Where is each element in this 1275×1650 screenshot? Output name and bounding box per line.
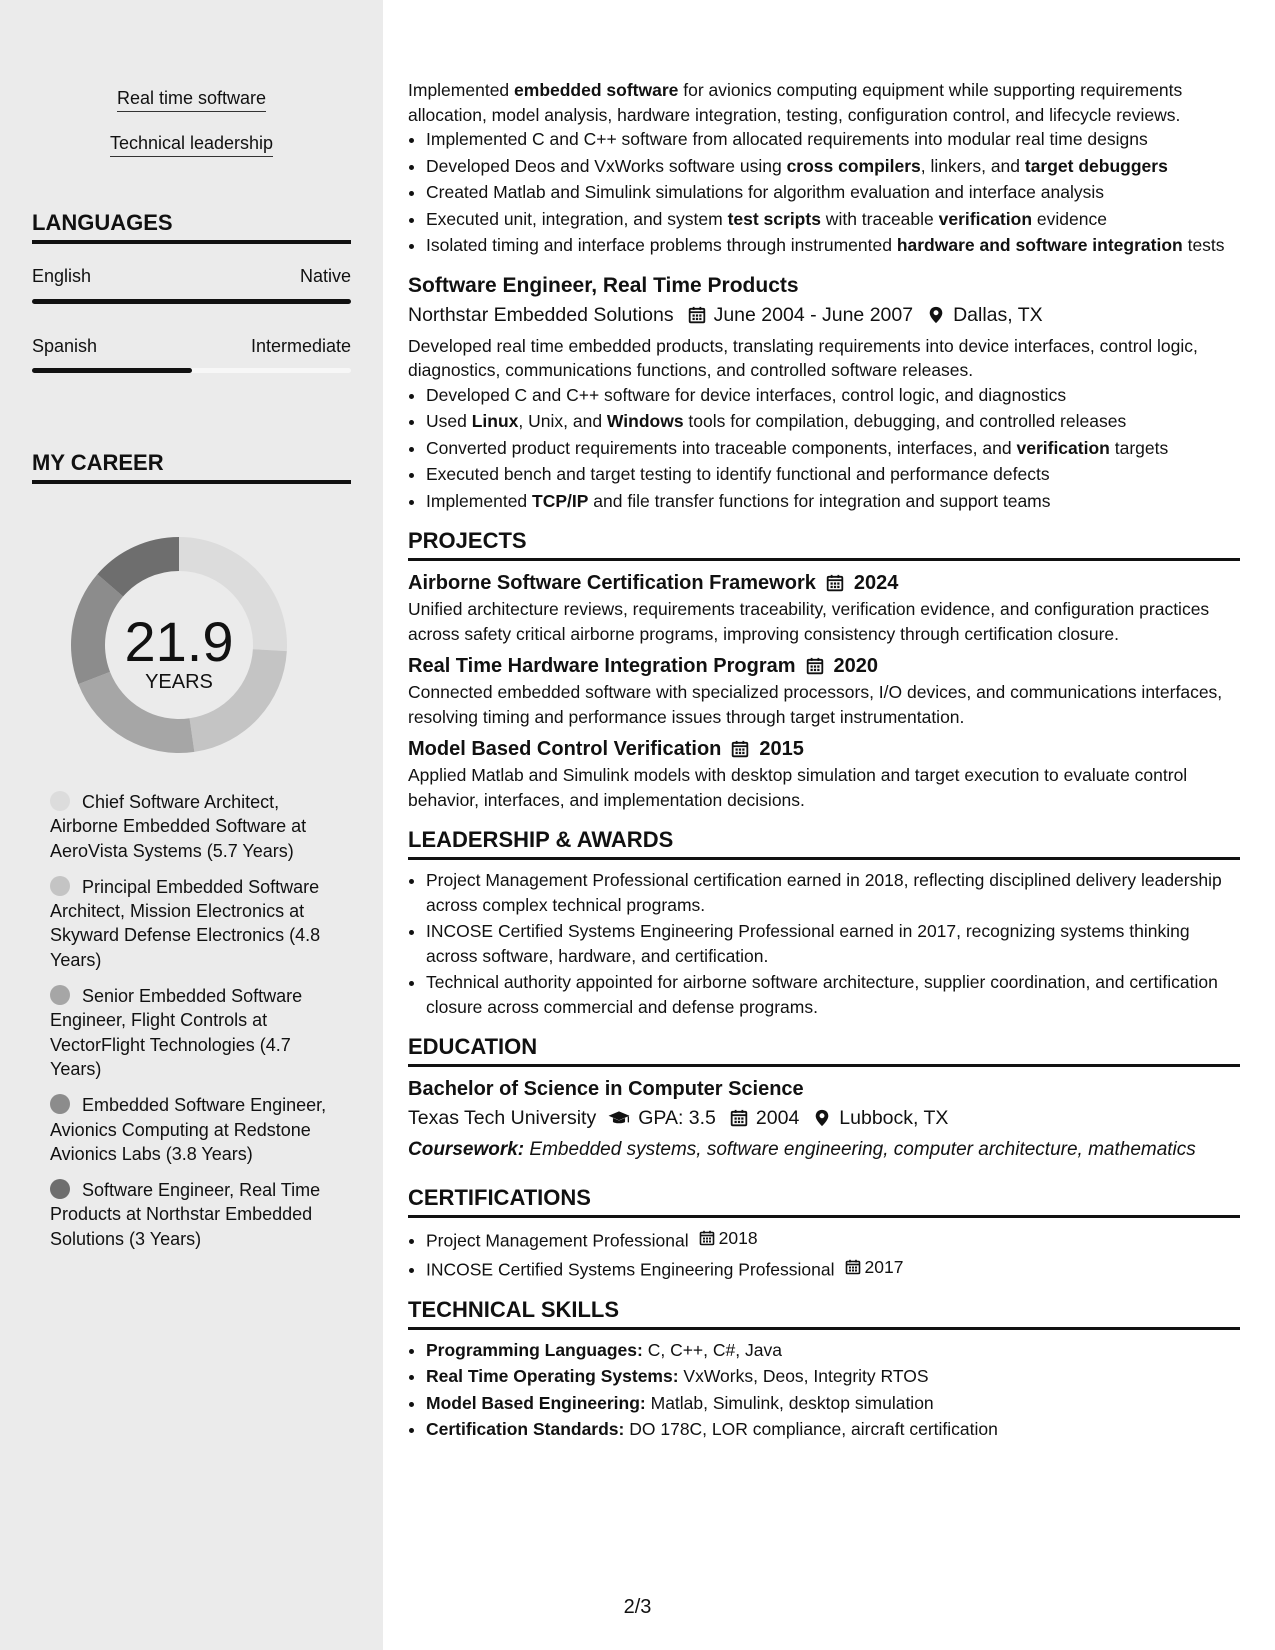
career-unit: YEARS (145, 671, 213, 693)
career-dot (50, 1179, 70, 1199)
coursework-text: Embedded systems, software engineering, computer architecture, mathematics (524, 1139, 1196, 1160)
career-dot (50, 985, 70, 1005)
language-level: Intermediate (250, 336, 351, 356)
career-list (50, 790, 330, 1263)
skill-tag (0, 133, 383, 154)
calendar-icon (730, 1109, 748, 1127)
job-bullet: • Isolated timing and interface problems through instrumented hardware and software integration tests (426, 233, 1240, 258)
project-name: Airborne Software Certification Framework (408, 572, 816, 594)
project-year: 2024 (853, 572, 899, 594)
award-item: • INCOSE Certified Systems Engineering Professional earned in 2017, recognizing systems thinking across software, hardware, and certification. (426, 919, 1240, 968)
language-name: Spanish (32, 336, 98, 356)
career-item-text: Software Engineer, Real Time Products at Northstar Embedded Solutions (3 Years) (50, 1180, 321, 1249)
project-item (408, 735, 1240, 812)
project-year: 2020 (833, 655, 879, 677)
job-bullets (408, 383, 1240, 514)
job-bullet: • Converted product requirements into traceable components, interfaces, and verification targets (426, 436, 1240, 461)
skill-item: • Programming Languages: C, C++, C#, Java (426, 1338, 1240, 1363)
project-item (408, 652, 1240, 729)
language-bar-fill (32, 299, 351, 304)
career-item-text: Embedded Software Engineer, Avionics Computing at Redstone Avionics Labs (3.8 Years) (50, 1095, 327, 1164)
language-name: English (32, 266, 92, 286)
job-entry (408, 272, 1240, 514)
job-location: Dallas, TX (953, 303, 1043, 326)
career-item-text: Chief Software Architect, Airborne Embedded Software at AeroVista Systems (5.7 Years) (50, 792, 307, 861)
language-bar (32, 299, 351, 304)
language-level: Native (299, 266, 351, 286)
technical-skills-title: TECHNICAL SKILLS (408, 1296, 1240, 1330)
degree: Bachelor of Science in Computer Science (408, 1078, 804, 1100)
language-row (32, 336, 351, 357)
sidebar (0, 0, 383, 1650)
job-meta (408, 300, 1240, 330)
projects-title: PROJECTS (408, 527, 1240, 561)
skill-label: Technical leadership (110, 133, 273, 157)
main-content (408, 78, 1240, 1444)
career-dot (50, 1094, 70, 1114)
career-item (50, 1093, 330, 1166)
project-desc: Applied Matlab and Simulink models with desktop simulation and target execution to evaluate control behavior, interfaces, and implementation decisions. (408, 765, 1188, 810)
cert-year: 2018 (718, 1228, 758, 1248)
project-year: 2015 (759, 738, 804, 760)
job-dates: June 2004 - June 2007 (713, 303, 914, 326)
job-title: Software Engineer, Real Time Products (408, 273, 799, 297)
awards-title: LEADERSHIP & AWARDS (408, 826, 1240, 860)
awards-list (408, 868, 1240, 1019)
certifications-list (408, 1226, 1240, 1282)
calendar-icon (699, 1230, 715, 1246)
calendar-icon (731, 740, 749, 758)
donut-segment (71, 574, 123, 684)
project-name: Model Based Control Verification (408, 738, 722, 760)
job-bullet: • Executed bench and target testing to identify functional and performance defects (426, 462, 1240, 487)
career-dot (50, 791, 70, 811)
cert-name: INCOSE Certified Systems Engineering Professional (426, 1259, 835, 1279)
job-intro: Developed real time embedded products, translating requirements into device interfaces, control logic, diagnostics, communications functions, and controlled software releases. (408, 335, 1198, 380)
coursework-label: Coursework: (408, 1139, 525, 1160)
skill-item: • Certification Standards: DO 178C, LOR compliance, aircraft certification (426, 1417, 1240, 1442)
career-donut-chart (62, 528, 296, 762)
job-previous (408, 78, 1240, 258)
project-name: Real Time Hardware Integration Program (408, 655, 796, 677)
job-bullet: • Developed Deos and VxWorks software using cross compilers, linkers, and target debuggers (426, 154, 1240, 179)
location-pin-icon (813, 1109, 831, 1127)
career-item-text: Senior Embedded Software Engineer, Flight Controls at VectorFlight Technologies (4.7 Years) (50, 986, 303, 1079)
award-item: • Technical authority appointed for airborne software architecture, supplier coordination, and certification closure across commercial and defense programs. (426, 970, 1240, 1019)
career-item (50, 790, 330, 863)
skill-item: • Real Time Operating Systems: VxWorks, Deos, Integrity RTOS (426, 1364, 1240, 1389)
job-bullet: • Executed unit, integration, and system test scripts with traceable verification evidence (426, 207, 1240, 232)
job-bullet: • Implemented C and C++ software from allocated requirements into modular real time designs (426, 127, 1240, 152)
education-year: 2004 (755, 1107, 800, 1129)
calendar-icon (826, 574, 844, 592)
calendar-icon (845, 1259, 861, 1275)
cert-item (426, 1255, 1240, 1282)
location-pin-icon (927, 306, 945, 324)
project-item (408, 569, 1240, 646)
job-bullet: • Used Linux, Unix, and Windows tools for compilation, debugging, and controlled releases (426, 409, 1240, 434)
skill-tag (0, 88, 383, 109)
career-title: MY CAREER (32, 450, 351, 484)
job-bullet: • Created Matlab and Simulink simulations for algorithm evaluation and interface analysis (426, 180, 1240, 205)
job-intro: Implemented embedded software for avionics computing equipment while supporting requirements allocation, model analysis, hardware integration, testing, configuration control, and lifecycle reviews. (408, 80, 1183, 125)
career-item (50, 875, 330, 972)
language-bar (32, 368, 351, 373)
career-item (50, 984, 330, 1081)
project-desc: Connected embedded software with specialized processors, I/O devices, and communications interfaces, resolving timing and performance issues through target instrumentation. (408, 682, 1223, 727)
education-location: Lubbock, TX (839, 1107, 949, 1129)
award-item: • Project Management Professional certification earned in 2018, reflecting disciplined delivery leadership across complex technical programs. (426, 868, 1240, 917)
technical-skills-list (408, 1338, 1240, 1442)
education-meta (408, 1103, 1240, 1133)
certifications-title: CERTIFICATIONS (408, 1184, 1240, 1218)
language-row (32, 266, 351, 287)
language-bar-fill (32, 368, 192, 373)
calendar-icon (806, 657, 824, 675)
project-desc: Unified architecture reviews, requirements traceability, verification evidence, and configuration practices across safety critical airborne programs, improving consistency through certification closure. (408, 599, 1210, 644)
cert-year: 2017 (864, 1256, 904, 1277)
skill-label: Real time software (117, 88, 266, 112)
cert-item (426, 1226, 1240, 1253)
gpa: GPA: 3.5 (638, 1107, 716, 1129)
school-name: Texas Tech University (408, 1107, 597, 1129)
job-bullets (408, 127, 1240, 258)
skill-item: • Model Based Engineering: Matlab, Simulink, desktop simulation (426, 1391, 1240, 1416)
career-dot (50, 876, 70, 896)
job-bullet: • Developed C and C++ software for device interfaces, control logic, and diagnostics (426, 383, 1240, 408)
calendar-icon (688, 306, 706, 324)
education-title: EDUCATION (408, 1033, 1240, 1067)
job-company: Northstar Embedded Solutions (408, 303, 674, 326)
job-bullet: • Implemented TCP/IP and file transfer functions for integration and support teams (426, 489, 1240, 514)
cert-name: Project Management Professional (426, 1230, 689, 1251)
coursework (408, 1137, 1240, 1162)
graduation-cap-icon (608, 1109, 630, 1127)
languages-title: LANGUAGES (32, 210, 351, 244)
career-total: 21.9 (124, 610, 234, 673)
page-number: 2/3 (623, 1596, 652, 1618)
career-item-text: Principal Embedded Software Architect, Mission Electronics at Skyward Defense Electronics (4.8 Years) (50, 876, 321, 970)
career-item (50, 1178, 330, 1251)
